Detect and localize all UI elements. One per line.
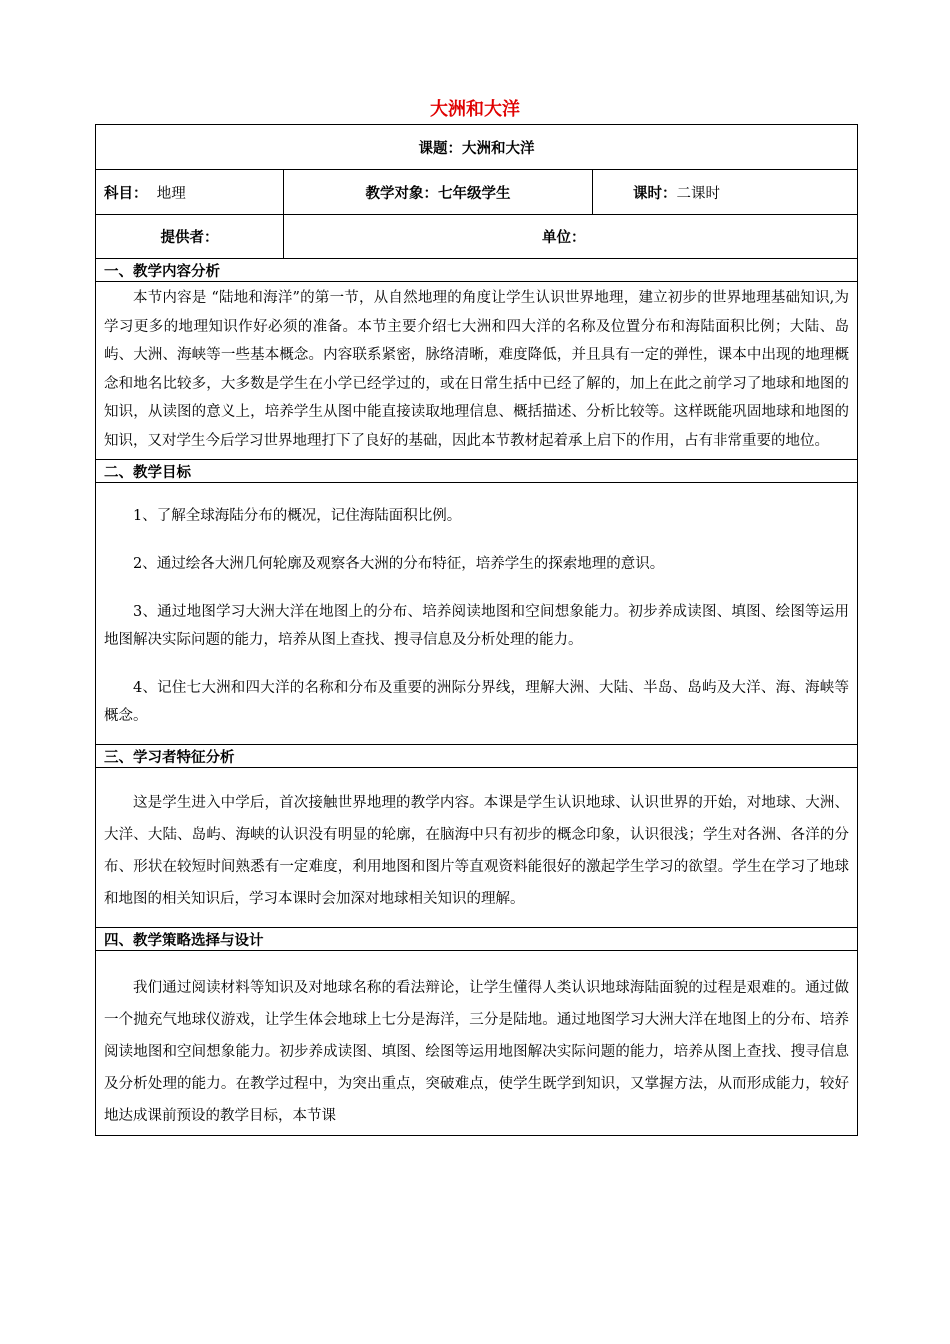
section-2-body: [96, 483, 858, 745]
section-4-paragraph: 我们通过阅读材料等知识及对地球名称的看法辩论，让学生懂得人类认识地球海陆面貌的过程是艰难的。通过做一个抛充气地球仪游戏，让学生体会地球上七分是海洋，三分是陆地。通过地图学习大洲大洋在地图上的分布、培养阅读地图和空间想象能力。初步养成读图、填图、绘图等运用地图解决实际问题的能力，培养从图上查找、搜寻信息及分析处理的能力。在教学过程中，为突出重点，突破难点，使学生既学到知识，又掌握方法，从而形成能力，较好地达成课前预设的教学目标，本节课: [104, 980, 849, 1124]
objective-4: 4、记住七大洲和四大洋的名称和分布及重要的洲际分界线，理解大洲、大陆、半岛、岛屿及大洋、海、海峡等概念。: [104, 680, 849, 724]
hours-label: 课时：: [633, 185, 677, 202]
audience-cell: 教学对象：七年级学生: [284, 170, 593, 215]
section-3-paragraph: 这是学生进入中学后，首次接触世界地理的教学内容。本课是学生认识地球、认识世界的开始，对地球、大洲、大洋、大陆、岛屿、海峡的认识没有明显的轮廓，在脑海中只有初步的概念印象，认识很浅；学生对各洲、各洋的分布、形状在较短时间熟悉有一定难度，利用地图和图片等直观资料能很好的激起学生学习的欲望。学生在学习了地球和地图的相关知识后，学习本课时会加深对地球相关知识的理解。: [104, 795, 849, 907]
lesson-title-cell: 课题：大洲和大洋: [96, 125, 858, 170]
section-4-body: [96, 951, 858, 1136]
section-1-title: 一、教学内容分析: [96, 259, 858, 282]
section-1-body: [96, 282, 858, 460]
section-3-title: 三、学习者特征分析: [96, 745, 858, 768]
objective-3: 3、通过地图学习大洲大洋在地图上的分布、培养阅读地图和空间想象能力。初步养成读图、填图、绘图等运用地图解决实际问题的能力，培养从图上查找、搜寻信息及分析处理的能力。: [104, 604, 849, 648]
document-title: 大洲和大洋: [430, 99, 520, 120]
section-3-body: [96, 768, 858, 928]
lesson-plan-table: [95, 124, 858, 1136]
section-2-title: 二、教学目标: [96, 460, 858, 483]
section-4-title: 四、教学策略选择与设计: [96, 928, 858, 951]
objective-1: 1、了解全球海陆分布的概况，记住海陆面积比例。: [133, 508, 462, 524]
subject-value: 地理: [156, 185, 186, 202]
objective-2: 2、通过绘各大洲几何轮廓及观察各大洲的分布特征，培养学生的探索地理的意识。: [133, 556, 665, 572]
provider-cell: 提供者：: [96, 215, 284, 259]
unit-cell: 单位：: [284, 215, 858, 259]
subject-cell: [96, 170, 284, 215]
hours-value: 二课时: [676, 185, 720, 202]
hours-cell: [593, 170, 858, 215]
section-1-paragraph: 本节内容是 “陆地和海洋”的第一节，从自然地理的角度让学生认识世界地理，建立初步的世界地理基础知识,为学习更多的地理知识作好必须的准备。本节主要介绍七大洲和四大洋的名称及位置分布和海陆面积比例；大陆、岛屿、大洲、海峡等一些基本概念。内容联系紧密，脉络清晰，难度降低，并且具有一定的弹性，课本中出现的地理概念和地名比较多，大多数是学生在小学已经学过的，或在日常生括中已经了解的，加上在此之前学习了地球和地图的知识，从读图的意义上，培养学生从图中能直接读取地理信息、概括描述、分析比较等。这样既能巩固地球和地图的知识，又对学生今后学习世界地理打下了良好的基础，因此本节教材起着承上启下的作用，占有非常重要的地位。: [104, 290, 849, 449]
subject-label: 科目：: [104, 185, 148, 202]
